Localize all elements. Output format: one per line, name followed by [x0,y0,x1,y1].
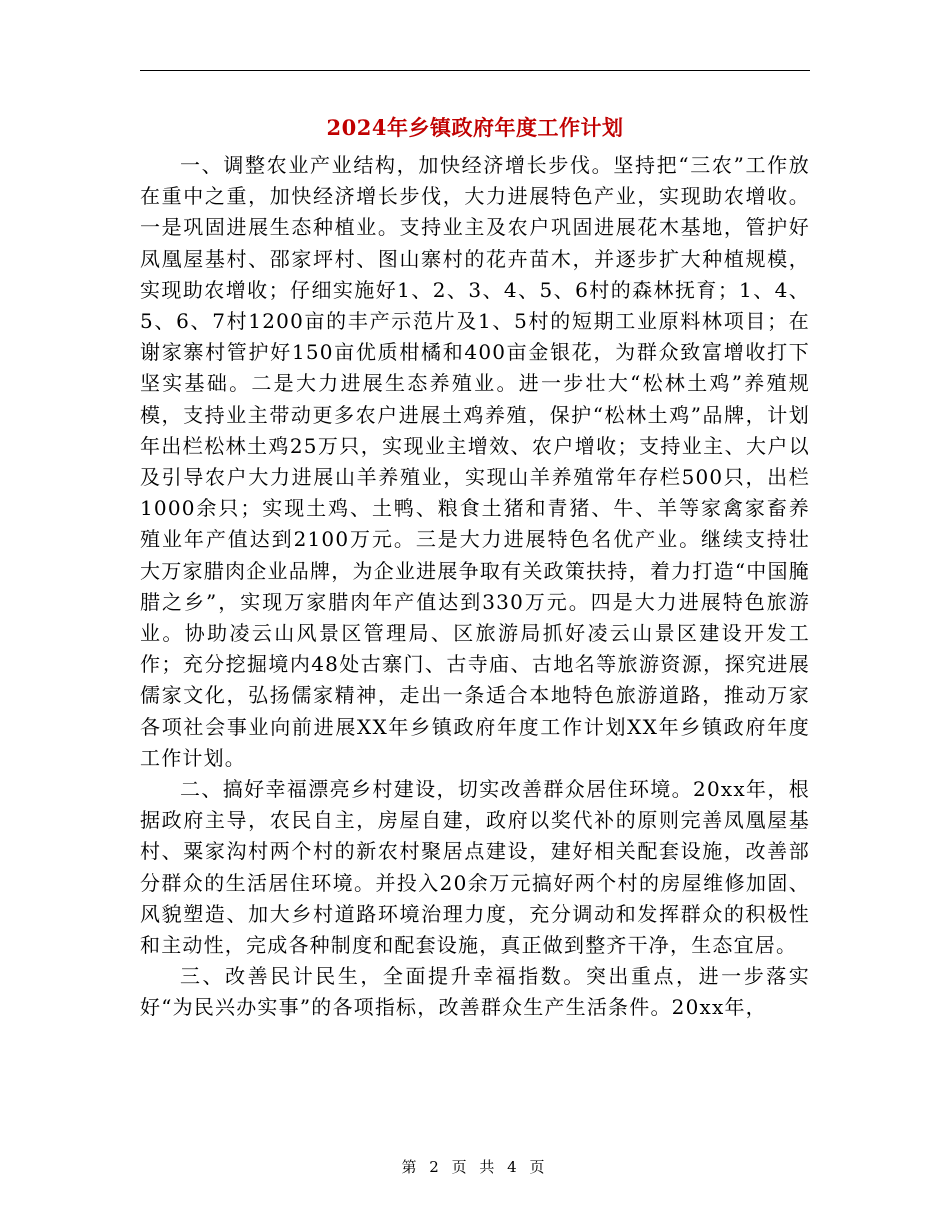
page-number: 第 2 页 共 4 页 [401,1158,549,1176]
header-rule [140,70,810,71]
document-body [140,150,810,1024]
document-title: 2024年乡镇政府年度工作计划 [326,115,624,140]
paragraph-3: 三、改善民计民生，全面提升幸福指数。突出重点，进一步落实好“为民兴办实事”的各项指标，改善群众生产生活条件。20xx年， [140,964,810,1020]
paragraph-2: 二、搞好幸福漂亮乡村建设，切实改善群众居住环境。20xx年，根据政府主导，农民自主，房屋自建，政府以奖代补的原则完善凤凰屋基村、粟家沟村两个村的新农村聚居点建设，建好相关配套设施，改善部分群众的生活居住环境。并投入20余万元搞好两个村的房屋维修加固、风貌塑造、加大乡村道路环境治理力度，充分调动和发挥群众的积极性和主动性，完成各种制度和配套设施，真正做到整齐干净，生态宜居。 [140,777,810,958]
paragraph-1: 一、调整农业产业结构，加快经济增长步伐。坚持把“三农”工作放在重中之重，加快经济增长步伐，大力进展特色产业，实现助农增收。一是巩固进展生态种植业。支持业主及农户巩固进展花木基地，管护好凤凰屋基村、邵家坪村、图山寨村的花卉苗木，并逐步扩大种植规模，实现助农增收；仔细实施好1、2、3、4、5、6村的森林抚育；1、4、5、6、7村1200亩的丰产示范片及1、5村的短期工业原料林项目；在谢家寨村管护好150亩优质柑橘和400亩金银花，为群众致富增收打下坚实基础。二是大力进展生态养殖业。进一步壮大“松林土鸡”养殖规模，支持业主带动更多农户进展土鸡养殖，保护“松林土鸡”品牌，计划年出栏松林土鸡25万只，实现业主增效、农户增收；支持业主、大户以及引导农户大力进展山羊养殖业，实现山羊养殖常年存栏500只，出栏1000余只；实现土鸡、土鸭、粮食土猪和青猪、牛、羊等家禽家畜养殖业年产值达到2100万元。三是大力进展特色名优产业。继续支持壮大万家腊肉企业品牌，为企业进展争取有关政策扶持，着力打造“中国腌腊之乡”，实现万家腊肉年产值达到330万元。四是大力进展特色旅游业。协助凌云山风景区管理局、区旅游局抓好凌云山景区建设开发工作；充分挖掘境内48处古寨门、古寺庙、古地名等旅游资源，探究进展儒家文化，弘扬儒家精神，走出一条适合本地特色旅游道路，推动万家各项社会事业向前进展XX年乡镇政府年度工作计划XX年乡镇政府年度工作计划。 [140,153,810,770]
